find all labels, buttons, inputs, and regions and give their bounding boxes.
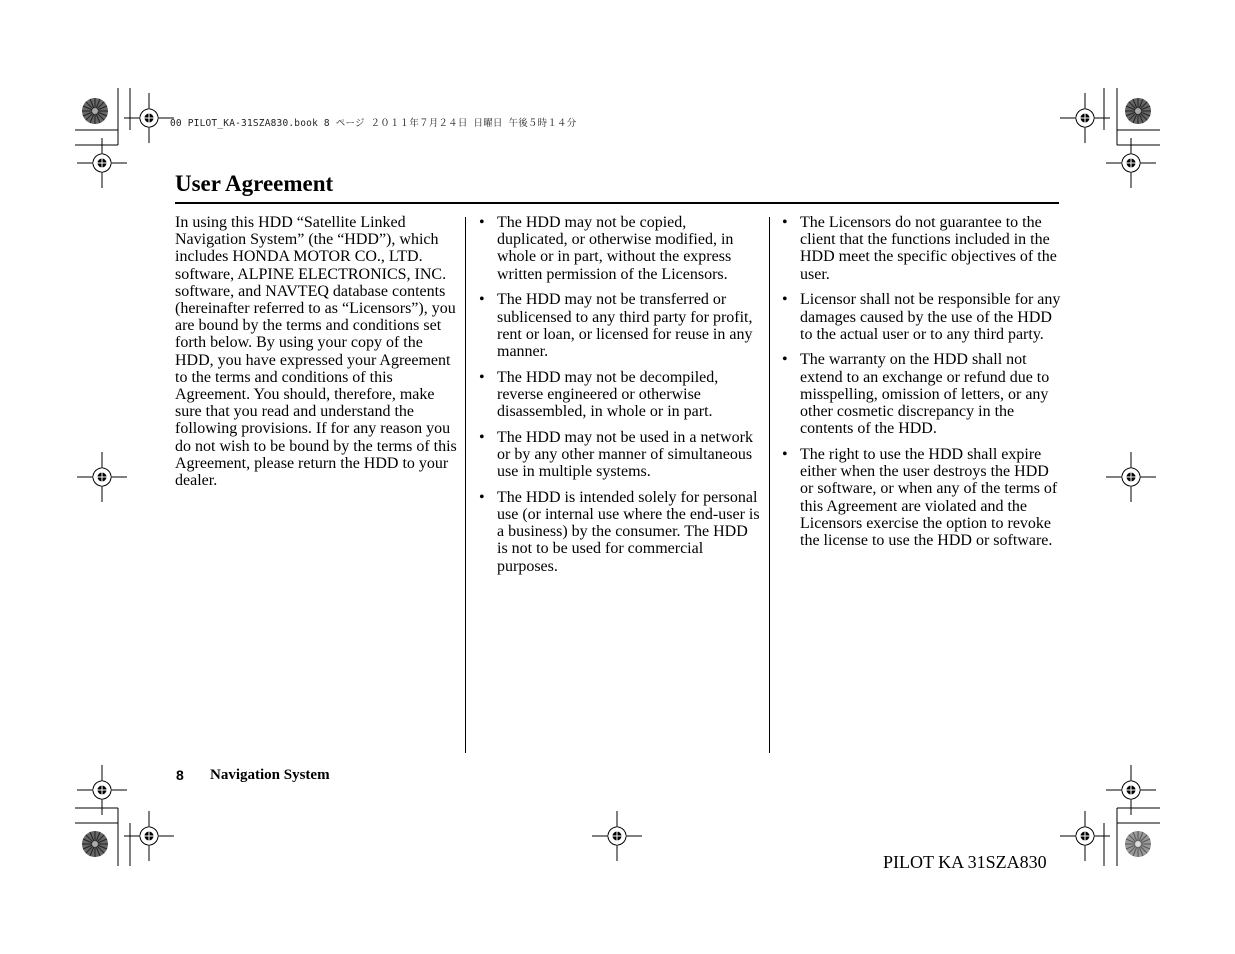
list-item: • The Licensors do not guarantee to the client that the functions included in the HDD meet the specific objectives of the user. [782, 214, 1057, 283]
color-wheel-top-right [1125, 98, 1151, 124]
column-divider-right [769, 217, 770, 753]
registration-mark-bottom-right-h [1060, 811, 1110, 861]
list-item: • Licensor shall not be responsible for any damages caused by the use of the HDD to the actual user or to any third party. [782, 291, 1061, 343]
bullet-icon: • [479, 488, 485, 506]
list-item: • The HDD is intended solely for personal use (or internal use where the end-user is a business) by the consumer. The HDD is not to be used for commercial purposes. [479, 488, 760, 575]
footer-page-number: 8 [176, 767, 184, 783]
right-bullet-list [779, 214, 1061, 558]
registration-mark-left-middle [77, 452, 127, 502]
bullet-icon: • [782, 445, 788, 463]
column-divider-left [465, 217, 466, 753]
list-item: • The HDD may not be decompiled, reverse engineered or otherwise disassembled, in whole or in part. [479, 368, 719, 421]
registration-mark-top-right-h [1060, 93, 1110, 143]
registration-mark-bottom-left-h [124, 811, 174, 861]
bullet-icon: • [782, 214, 788, 231]
color-wheel-top-left [82, 98, 108, 124]
list-item: • The HDD may not be transferred or sublicensed to any third party for profit, rent or loan, or licensed for reuse in any manner. [479, 291, 753, 360]
middle-bullet-list [476, 214, 760, 583]
list-item: • The HDD may not be used in a network or by any other manner of simultaneous use in multiple systems. [479, 428, 753, 481]
bullet-icon: • [782, 291, 788, 309]
page-title: User Agreement [175, 171, 334, 196]
footer-section-name: Navigation System [210, 767, 330, 783]
bullet-icon: • [479, 214, 485, 231]
bullet-icon: • [479, 428, 485, 446]
intro-paragraph: In using this HDD “Satellite Linked Navigation System” (the “HDD”), which includes HONDA MOTOR CO., LTD. software, ALPINE ELECTRONICS, INC. software, and NAVTEQ database contents (hereinafter referred to as “Licensors”), you are bound by the terms and conditions set forth below. By using your copy of the HDD, you have expressed your Agreement to the terms and conditions of this Agreement. You should, therefore, make sure that you read and understand the following provisions. If for any reason you do not wish to be bound by the terms of this Agreement, please return the HDD to your dealer. [175, 214, 457, 490]
bullet-icon: • [479, 291, 485, 309]
registration-mark-top-left-h [124, 93, 174, 143]
list-item: • The warranty on the HDD shall not extend to an exchange or refund due to misspelling, omission of letters, or any other cosmetic discrepancy in the contents of the HDD. [782, 351, 1050, 438]
bullet-icon: • [479, 368, 485, 386]
list-item: • The HDD may not be copied, duplicated, or otherwise modified, in whole or in part, without the express written permission of the Licensors. [479, 214, 734, 283]
list-item: • The right to use the HDD shall expire either when the user destroys the HDD or software, or when any of the terms of this Agreement are violated and the Licensors exercise the option to revoke the license to use the HDD or software. [782, 445, 1058, 549]
title-rule [175, 202, 1059, 204]
document-code: PILOT KA 31SZA830 [883, 852, 1047, 872]
registration-mark-bottom-center [592, 811, 642, 861]
color-wheel-bottom-right [1125, 831, 1151, 857]
print-header: 00 PILOT_KA-31SZA830.book 8 ページ ２０１１年７月２４日 日曜日 午後５時１４分 [170, 118, 577, 129]
color-wheel-bottom-left [82, 831, 108, 857]
bullet-icon: • [782, 351, 788, 369]
registration-mark-right-middle [1106, 452, 1156, 502]
